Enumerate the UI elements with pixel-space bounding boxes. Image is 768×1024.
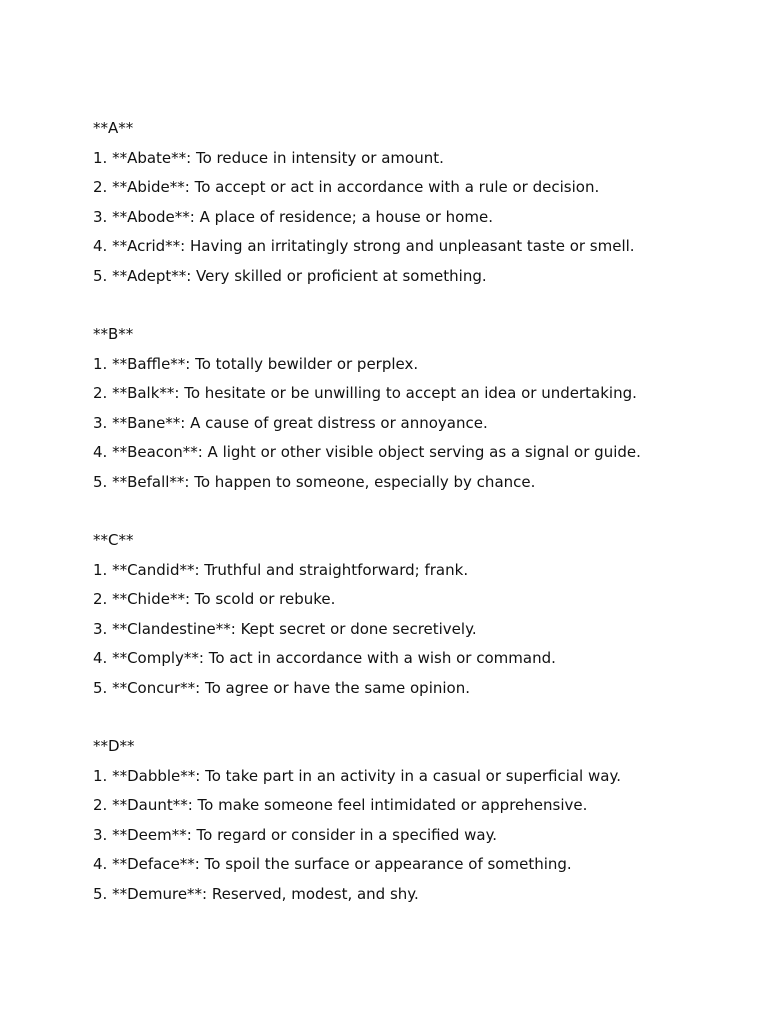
list-item: 1. **Baffle**: To totally bewilder or perplex. xyxy=(93,354,419,373)
section-heading: **D** xyxy=(93,737,135,755)
list-item: 2. **Daunt**: To make someone feel intimidated or apprehensive. xyxy=(93,796,588,814)
section-d xyxy=(93,732,733,909)
list-item: 5. **Befall**: To happen to someone, especially by chance. xyxy=(93,472,536,491)
section-heading: **B** xyxy=(93,325,134,343)
list-item: 3. **Bane**: A cause of great distress or annoyance. xyxy=(93,413,488,432)
list-item: 5. **Demure**: Reserved, modest, and shy. xyxy=(93,884,419,903)
list-item: 1. **Candid**: Truthful and straightforward; frank. xyxy=(93,560,469,579)
list-item: 4. **Deface**: To spoil the surface or appearance of something. xyxy=(93,855,572,873)
list-item: 4. **Beacon**: A light or other visible object serving as a signal or guide. xyxy=(93,443,641,461)
list-item: 2. **Abide**: To accept or act in accordance with a rule or decision. xyxy=(93,178,600,196)
section-b xyxy=(93,320,733,497)
section-a xyxy=(93,114,733,291)
list-item: 3. **Abode**: A place of residence; a house or home. xyxy=(93,207,493,226)
document-body xyxy=(93,114,733,938)
list-item: 4. **Acrid**: Having an irritatingly strong and unpleasant taste or smell. xyxy=(93,237,635,255)
list-item: 2. **Balk**: To hesitate or be unwilling to accept an idea or undertaking. xyxy=(93,384,637,402)
list-item: 5. **Adept**: Very skilled or proficient at something. xyxy=(93,266,487,285)
list-item: 5. **Concur**: To agree or have the same opinion. xyxy=(93,678,470,697)
list-item: 1. **Abate**: To reduce in intensity or amount. xyxy=(93,148,444,167)
list-item: 4. **Comply**: To act in accordance with a wish or command. xyxy=(93,649,556,667)
section-heading: **C** xyxy=(93,531,134,549)
list-item: 3. **Deem**: To regard or consider in a specified way. xyxy=(93,825,498,844)
list-item: 1. **Dabble**: To take part in an activity in a casual or superficial way. xyxy=(93,766,621,785)
list-item: 3. **Clandestine**: Kept secret or done secretively. xyxy=(93,619,477,638)
list-item: 2. **Chide**: To scold or rebuke. xyxy=(93,590,336,608)
section-heading: **A** xyxy=(93,119,134,137)
section-c xyxy=(93,526,733,703)
